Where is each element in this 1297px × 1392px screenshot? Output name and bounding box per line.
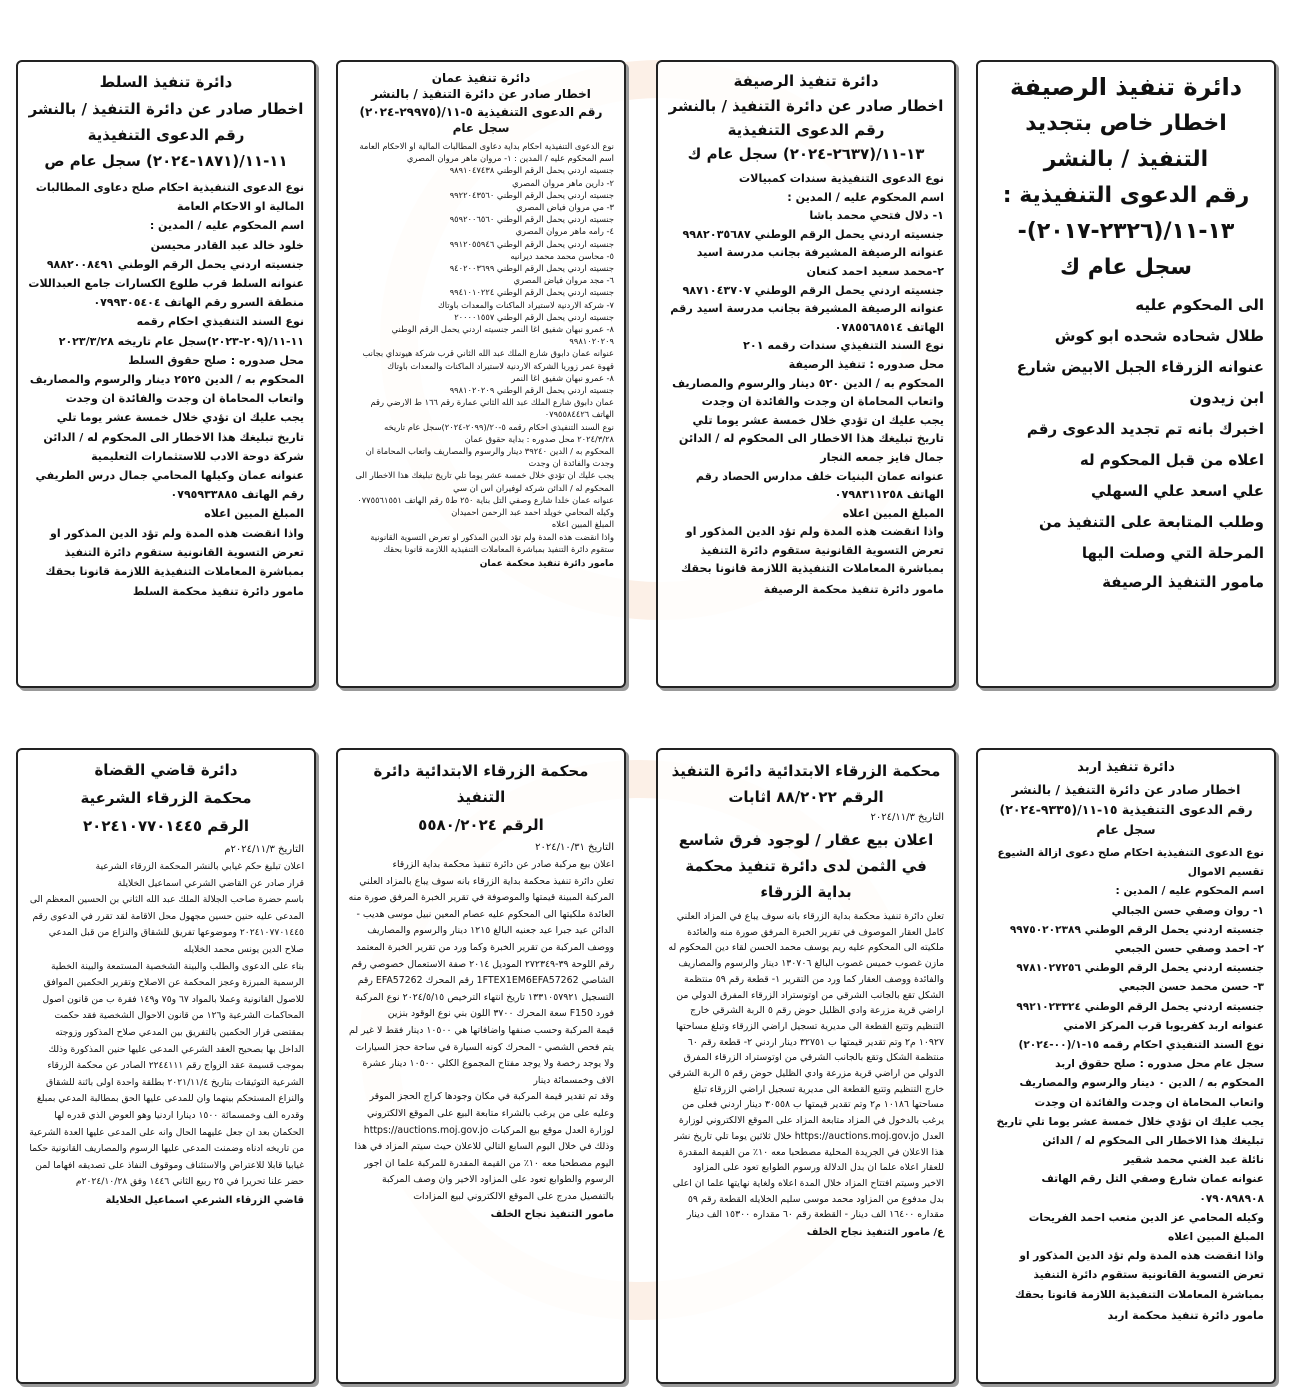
- notice-title: دائرة تنفيذ السلط: [99, 73, 233, 91]
- notice-title: دائرة تنفيذ اربد: [1077, 760, 1175, 775]
- notice-zarqa-vehicle-sale: [336, 748, 626, 1384]
- notice-date: التاريخ ٢٠٢٤/١١/٣: [870, 812, 944, 823]
- notice-title: دائرة تنفيذ عمان اخطار صادر عن دائرة التنفيذ / بالنشر: [371, 71, 591, 101]
- notice-subtitle: الرقم ٥٥٨٠/٢٠٢٤: [418, 816, 544, 834]
- notice-body: نوع الدعوى التنفيذية احكام بداية دعاوى المطالبات المالية او الاحكام العامة اسم المحكوم عليه / المدين : ١- مروان ماهر مروان المصري جنسيته اردني يحمل الرقم الوطني ٩٨٩١٠٤٧٤٣٨ ٢- دارين ماهر مروان المصري جنسيته اردني يحمل الرقم الوطني ٩٩٢٢٠٤٣٥٦٠ ٣- مي مروان فياض المصري جنسيته اردني يحمل الرقم الوطني ٩٥٩٢٠٠٦٥٦٠ ٤- رامه ماهر مروان المصري جنسيته اردني يحمل الرقم الوطني ٩٩١٢٠٥٥٩٤٦ ٥- محاسن محمد محمد ديرانيه جنسيته اردني يحمل الرقم الوطني ٩٤٠٢٠٠٣٦٩٩ ٦- مجد مروان فياض المصري جنسيته اردني يحمل الرقم الوطني ٩٩٤١٠١٠٢٢٤ ٧- شركة الاردنية لاستيراد الماكنات والمعدات باوتاك جنسيته اردني يحمل الرقم الوطني ٢٠٠٠٠١٥٥٧ ٨- عمرو نبهان شفيق اغا النمر جنسيته اردني يحمل الرقم الوطني ٩٩٨١٠٢٠٢٠٩ عنوانه عمان دابوق شارع الملك عبد الله الثاني قرب شركة هيونداي بجانب قهوة عمر زوريا الشركة الاردنية لاستيراد الماكنات والمعدات باوتاك ٨- عمرو نبهان شفيق اغا النمر جنسيته اردني يحمل الرقم الوطني ٩٩٨١٠٢٠٢٠٩ عمان دابوق شارع الملك عبد الله الثاني عمارة رقم ١٦٦ ط الارضي رقم الهاتف ٠٧٩٥٥٨٤٤٢٦ نوع السند التنفيذي احكام رقمه ٥-٢٠/(٢٠٩٩-٢٠٢٤)سجل عام تاريخه ٢٠٢٤/٣/٢٨ محل صدوره : بداية حقوق عمان المحكوم به / الدين ٣٩٢٤٠ دينار والرسوم والمصاريف واتعاب المحاماة ان وجدت والفائدة ان وجدت يجب عليك ان تؤدي خلال خمسة عشر يوما تلي تاريخ تبليغك هذا الاخطار الى المحكوم له / الدائن شركة لوفيران اس ان سي عنوانه عمان خلدا شارع وصفي التل بناية ٢٥٠ ط٥ رقم الهاتف ٠٧٧٥٥٦١٥٥١ وكيله المحامي خويلد احمد عبد الرحمن احميدان المبلغ المبين اعلاه واذا انقضت هذه المدة ولم تؤد الدين المذكور او تعرض التسوية القانونية ستقوم دائرة التنفيذ بمباشرة المعاملات التنفيذية اللازمة قانونا بحقك: [355, 141, 614, 554]
- notice-subtitle: اخطار صادر عن دائرة التنفيذ / بالنشر رقم الدعوى التنفيذية ١١-١١/(١٨٧١-٢٠٢٤) سجل عام ص: [28, 100, 304, 170]
- notice-subtitle: اخطار صادر عن دائرة التنفيذ / بالنشر رقم الدعوى التنفيذية ١٥-١١/(٩٣٣٥-٢٠٢٤) سجل عام: [999, 782, 1253, 837]
- notice-signature: مامور دائرة تنفيذ محكمة الرصيفة: [763, 583, 944, 597]
- notice-title: دائرة تنفيذ الرصيفة: [733, 72, 879, 90]
- notice-zarqa-sharia-court: [16, 748, 316, 1384]
- notice-date: التاريخ ٢٠٢٤/١١/٣م: [224, 844, 304, 855]
- notice-signature: مامور دائرة تنفيذ محكمة عمان: [479, 558, 614, 569]
- notice-subtitle: محكمة الزرقاء الشرعية الرقم ٢٠٢٤١٠٧٧٠١٤٤٥: [80, 789, 252, 835]
- notice-signature: مامور التنفيذ نجاح الخلف: [490, 1209, 614, 1221]
- notice-body: تعلن دائرة تنفيذ محكمة بداية الزرقاء بانه سوف يباع في المزاد العلني كامل العقار الموصوف في تقرير الخبرة المرفق صورة منه والعائدة ملكيته الى المحكوم عليه ريم يوسف محمد الحسن لقاء دين المحكوم له مازن غصوب خميس غصوب البالغ ١٣٠٧٠٦ دينار والرسوم والمصاريف والفائدة ووصف العقار كما ورد من التقرير ١- قطعة رقم ٥٩ منتظمة الشكل تقع بالجانب الشرقي من اوتوستراد الزرقاء المفرق الدولي من اراضي قرية مزرعة وادي الظليل حوض رقم ٥ الربة الشرقي خارج التنظيم وتتبع القطعة الى مديرية تسجيل اراضي الزرقاء وتبلغ مساحتها ١٠٩٢٧ م٢ وتم تقدير قيمتها ب ٣٢٧٥١ دينار اردني ٢- قطعة رقم ٦٠ منتظمة الشكل وتقع بالجانب الشرقي من اوتوستراد الزرقاء المفرق الدولي من اراضي قرية مزرعة وادي الظليل حوض رقم ٥ الربة الشرقي خارج التنظيم وتتبع القطعة الى مديرية تسجيل اراضي الزرقاء تبلغ مساحتها ١٠١٨٦ م٢ وتم تقدير قيمتها ب ٣٠٥٥٨ دينار اردني فعلى من يرغب بالدخول في المزاد متابعة المزاد على الموقع الالكتروني لوزارة العدل https://auctions.moj.gov.jo خلال ثلاثين يوما تلي تاريخ نشر هذا الاعلان في الجريدة المحلية مصطحبا معه ١٠٪ من القيمة المقدرة للعقار اعلاه علما ان بدل الدلالة ورسوم الطوابع تعود على المزاود الاخير وسيتم افتتاح المزاد خلال المدة اعلاه ولغاية نهايتها علما ان اعلى بدل مدفوع من المزاود محمد موسى سليم الخلايله القطعة رقم ٥٩ مقداره ١٦٤٠٠ الف دينار - القطعة رقم ٦٠ مقداره ١٥٣٠٠ الف دينار: [668, 911, 944, 1221]
- notice-zarqa-land-sale: [656, 748, 956, 1384]
- notice-body: نوع الدعوى التنفيذية سندات كمبيالات اسم المحكوم عليه / المدين : ١- دلال فتحي محمد باشا جنسيته اردني يحمل الرقم الوطني ٩٩٨٢٠٣٥٦٨٧ عنوانه الرصيفة المشيرفة بجانب مدرسة اسيد ٢-محمد سعيد احمد كنعان جنسيته اردني يحمل الرقم الوطني ٩٨٧١٠٤٣٧٠٧ عنوانه الرصيفة المشيرفة بجانب مدرسة اسيد رقم الهاتف ٠٧٨٥٥٦٨٥١٤ نوع السند التنفيذي سندات رقمه ٢٠١ محل صدوره : تنفيذ الرصيفة المحكوم به / الدين ٥٢٠ دينار والرسوم والمصاريف واتعاب المحاماة ان وجدت والفائدة ان وجدت يجب عليك ان تؤدي خلال خمسة عشر يوما تلي تاريخ تبليغك هذا الاخطار الى المحكوم له / الدائن جمال فايز جمعه النجار عنوانه عمان البنيات خلف مدارس الحصاد رقم الهاتف ٠٧٩٨٣١١٢٥٨ المبلغ المبين اعلاه واذا انقضت هذه المدة ولم تؤد الدين المذكور او تعرض التسوية القانونية ستقوم دائرة التنفيذ بمباشرة المعاملات التنفيذية اللازمة قانونا بحقك: [670, 172, 944, 576]
- notice-heading: اعلان بيع عقار / لوجود فرق شاسع في الثمن لدى دائرة تنفيذ محكمة بداية الزرقاء: [678, 831, 934, 901]
- notice-title: محكمة الزرقاء الابتدائية دائرة التنفيذ الرقم ٨٨/٢٠٢٢ اثابات: [671, 762, 941, 806]
- notice-body: نوع الدعوى التنفيذية احكام صلح دعوى ازالة الشيوع تقسيم الاموال اسم المحكوم عليه / المدين : ١- روان وصفي حسن الجبالي جنسيته اردني يحمل الرقم الوطني ٩٩٧٥٠٢٠٢٣٨٩ ٢- احمد وصفي حسن الجبعي جنسيته اردني يحمل الرقم الوطني ٩٧٨١٠٢٧٢٥٦ ٣- حسن محمد حسن الجبعي جنسيته اردني يحمل الرقم الوطني ٩٩٢١٠٢٣٣٢٤ عنوانه اربد كفريوبا قرب المركز الامني نوع السند التنفيذي احكام رقمه ١٥-١/(٠٠-٢٠٢٤) سجل عام محل صدوره : صلح حقوق اربد المحكوم به / الدين ٠ دينار والرسوم والمصاريف واتعاب المحاماة ان وجدت والفائدة ان وجدت يجب عليك ان تؤدي خلال خمسة عشر يوما تلي تاريخ تبليغك هذا الاخطار الى المحكوم له / الدائن نائلة عبد الغني محمد شقير عنوانه عمان شارع وصفي التل رقم الهاتف ٠٧٩٠٨٩٨٩٠٨ وكيله المحامي عز الدين متعب احمد الفريحات المبلغ المبين اعلاه واذا انقضت هذه المدة ولم تؤد الدين المذكور او تعرض التسوية القانونية ستقوم دائرة التنفيذ بمباشرة المعاملات التنفيذية اللازمة قانونا بحقك: [996, 847, 1264, 1301]
- notice-signature: مامور التنفيذ الرصيفة: [1102, 573, 1264, 591]
- notice-irbid-execution: [976, 748, 1276, 1384]
- notice-signature: ع/ مامور التنفيذ نجاح الخلف: [806, 1227, 944, 1239]
- notice-rusaifa-renewal: [976, 60, 1276, 688]
- notice-body: الى المحكوم عليه طلال شحاده شحده ابو كوش عنوانه الزرقاء الجبل الابيض شارع ابن زيدون اخبرك بانه تم تجديد الدعوى رقم اعلاه من قبل المحكوم له علي اسعد علي السهلي وطلب المتابعة على التنفيذ من المرحلة التي وصلت اليها: [1016, 296, 1264, 562]
- notice-signature: مامور دائرة تنفيذ محكمة اربد: [1107, 1308, 1264, 1322]
- notice-title: محكمة الزرقاء الابتدائية دائرة التنفيذ: [373, 762, 589, 806]
- notice-date: التاريخ ٢٠٢٤/١٠/٣١: [535, 842, 614, 853]
- notice-subtitle: اخطار خاص بتجديد التنفيذ / بالنشر رقم الدعوى التنفيذية : ١٣-١١/(٢٣٢٦-٢٠١٧)- سجل عام ك: [1002, 111, 1250, 280]
- notice-body: اعلان بيع مركبة صادر عن دائرة تنفيذ محكمة بداية الزرقاء تعلن دائرة تنفيذ محكمة بداية الزرقاء بانه سوف يباع بالمزاد العلني المركبة المبينة قيمتها والموصوفة في تقرير الخبرة المرفق صورة منه العائدة ملكيتها الى المحكوم عليه عصام المعين نبيل موسى هديب - الدائن عيد جبرا عيد جعنيه البالغ ١٢١٥ دينار والرسوم والمصاريف ووصف المركبة من تقرير الخبرة وكما ورد من تقرير الخبرة المعتمد رقم اللوحة ٣٩-٢٧٢٣٤٩ الموديل ٢٠١٤ صفة الاستعمال خصوصي رقم الشاصي 1FTEX1EM6EFA57262 رقم المحرك EFA57262 رقم التسجيل ١٣٣١٠٥٧٩٢١ تاريخ انتهاء الترخيص ٢٠٢٤/٥/١٥ نوع المركبة فورد F150 سعة المحرك ٣٧٠٠ اللون بني نوع الوقود بنزين قيمة المركبة وحسب صنفها واضافاتها هي ١٠٥٠٠ دينار فقط لا غير لم يتم فحص الشصي - المحرك كونه السيارة في ساحة حجز السيارات ولا يوجد رخصة ولا يوجد مفتاح المجموع الكلي ١٠٥٠٠ دينار عشرة الاف وخمسمائة دينار وقد تم تقدير قيمة المركبة في مكان وجودها كراج الحجز الموقر وعليه على من يرغب بالشراء متابعة البيع على الموقع الالكتروني لوزارة العدل موقع بيع المركبات https://auctions.moj.gov.jo وذلك في خلال اليوم السابع التالي للاعلان حيث سيتم المزاد في هذا اليوم مصطحبا معه ١٠٪ من القيمة المقدرة للمركبة علما ان اجور الرسوم والطوابع تعود على المزاود الاخير وان وصف المركبة بالتفصيل مدرج على الموقع الالكتروني لبيع المزادات: [348, 859, 614, 1202]
- notice-rusaifa-execution: [656, 60, 956, 688]
- notice-amman-execution: [336, 60, 626, 688]
- notice-title: دائرة قاضي القضاة: [94, 761, 238, 779]
- notice-body: نوع الدعوى التنفيذية احكام صلح دعاوى المطالبات المالية او الاحكام العامة اسم المحكوم عليه / المدين : خلود خالد عبد القادر محيسن جنسيته اردني يحمل الرقم الوطني ٩٨٨٢٠٠٨٤٩١ عنوانه السلط قرب طلوع الكسارات جامع العبداللات منطقة السرو رقم الهاتف ٠٧٩٩٣٠٥٤٠٤ نوع السند التنفيذي احكام رقمه ١١-١١/(٢٠٩-٢٠٢٣)سجل عام تاريخه ٢٠٢٣/٣/٢٨ محل صدوره : صلح حقوق السلط المحكوم به / الدين ٢٥٢٥ دينار والرسوم والمصاريف واتعاب المحاماة ان وجدت والفائدة ان وجدت يجب عليك ان تؤدي خلال خمسة عشر يوما تلي تاريخ تبليغك هذا الاخطار الى المحكوم له / الدائن شركة دوحة الادب للاستثمارات التعليمية عنوانه عمان وكيلها المحامي جمال درس الطريفي رقم الهاتف ٠٧٩٥٩٣٣٨٨٥ المبلغ المبين اعلاه واذا انقضت هذه المدة ولم تؤد الدين المذكور او تعرض التسوية القانونية ستقوم دائرة التنفيذ بمباشرة المعاملات التنفيذية اللازمة قانونا بحقك: [28, 181, 304, 579]
- notice-body: اعلان تبليغ حكم غيابي بالنشر المحكمة الزرقاء الشرعية قرار صادر عن القاضي الشرعي اسماعيل الخلايلة باسم حضرة صاحب الجلالة الملك عبد الله الثاني بن الحسين المعظم الى المدعى عليه حنين حسين مجهول محل الاقامة لقد تقرر في الدعوى رقم ٢٠٢٤١٠٧٧٠١٤٤٥ وموضوعها تفريق للشقاق والنزاع من قبل المدعي صلاح الدين يونس محمد الخلايله بناء على الدعوى والطلب والبينة الشخصية المستمعة والبينة الخطية الرسمية المبرزة وعجز المحكمة عن الاصلاح وتقرير الحكمين الموافق للاصول القانونية وعملا بالمواد ٦٧ و٧٥ و١٤٩ فقرة ب من قانون اصول المحاكمات الشرعية و١٢٦ من قانون الاحوال الشخصية فقد حكمت بمقتضى قرار الحكمين بالتفريق بين المدعي صلاح المذكور وزوجته الداخل بها بصحيح العقد الشرعي المدعى عليها حنين المذكورة وذلك بموجب قسيمة عقد الزواج رقم ٢٢٤٤١١١ الصادر عن محكمة الزرقاء الشرعية التوثيقات بتاريخ ٢٠٢١/١١/٤ بطلقة واحدة اولى بائنة للشقاق والنزاع المستحكم بينهما وان للمدعى عليها الحق بمطالبة المدعي بمبلغ وقدره الف وخمسمائة ١٥٠٠ دينارا اردنيا وهو العوض الذي قدره لها الحكمان بعد ان جعل عليهما الحال وانه على المدعى عليها العدة الشرعية من تاريخه ادناه وضمنت المدعى عليها الرسوم والمصاريف القانونية حكما غيابيا قابلا للاعتراض والاستئناف وموقوف النفاذ على تصديقه افهاما لمن حضر علنا تحريرا في ٢٥ ربيع الثاني ١٤٤٦ وفق ٢٠٢٤/١٠/٢٨م: [29, 861, 304, 1188]
- notice-subtitle: رقم الدعوى التنفيذية ٥-١١/(٢٩٩٧٥-٢٠٢٤) سجل عام: [359, 105, 603, 135]
- notice-salt-execution: [16, 60, 316, 688]
- notice-signature: قاضي الزرقاء الشرعي اسماعيل الخلايلة: [105, 1194, 304, 1206]
- notice-title: دائرة تنفيذ الرصيفة: [1009, 73, 1243, 101]
- notice-signature: مامور دائرة تنفيذ محكمة السلط: [132, 585, 304, 599]
- notice-subtitle: اخطار صادر عن دائرة التنفيذ / بالنشر رقم الدعوى التنفيذية ١٣-١١/(٢٦٣٧-٢٠٢٤) سجل عام ك: [668, 97, 944, 163]
